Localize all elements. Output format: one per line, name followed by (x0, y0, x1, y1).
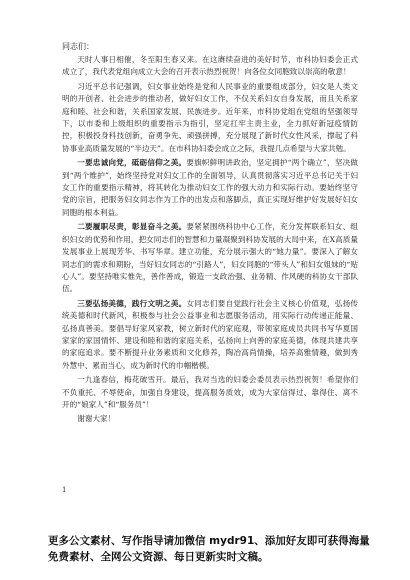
paragraph-text: 习近平总书记强调，妇女事业始终是党和人民事业的重要组成部分，妇女是人类文明的开创者、社会进步的推动者，做好妇女工作，不仅关系妇女自身发展，而且关系家庭和睦、社会和谐，关系国家发展、民族进步。近年来，市科协党组在党组的坚强领导下，以市委和上级组织的重要指示为指引，坚定扛牢主责主业，全力抓好新冠疫情防控，积极投身科技创新，奋勇争先、顽强拼搏，充分展现了新时代女性风采，撑起了科协事业高质量发展的“半边天”。在市科协妇委会成立之际，我提几点希望与大家共勉。 (62, 81, 358, 153)
paragraph-intro (62, 54, 358, 79)
paragraph-text: 要旗帜鲜明讲政治，坚定拥护“两个确立”，坚决做到“两个维护”，始终坚持党对妇女工作的全面领导，认真贯彻落实习近平总书记关于妇女工作的重要指示精神，将其转化为推动妇女工作的强大动力和实际行动。要始终坚守党的宗旨，把服务妇女同志作为工作的出发点和落脚点，真正实现好维护好发展好妇女同胞的根本利益。 (62, 158, 358, 217)
paragraph-background (62, 81, 358, 155)
salutation: 同志们： (62, 42, 94, 51)
document-body (62, 40, 358, 426)
paragraph-text: 要紧紧围绕科协中心工作，充分发挥联系妇女、组织妇女的优势和作用，把女同志们的智慧和力量凝聚到科协发展的大局中来，在X高质量发展事业上展现芳华、书写华章。建立功能，充分展示强大的“她力量”。要深入了解女同志们的需求和期盼，当好妇女同志的“引路人”，妇女同胞的“带头人”和妇女姐妹的“贴心人”。要坚持唯实惟先，善作善成，锻造一支政治强、业务精、作风硬的科协女干部队伍。 (62, 222, 359, 294)
paragraph-point-one (62, 157, 358, 219)
paragraph-text: 一九逢春信，梅花破雪开。最后，我对当选的妇委会委员表示热烈祝贺！希望你们不负重托、不辱使命，加强自身建设，提高服务质效，成为大家信得过、靠得住、离不开的“娘家人”和“服务员”！ (62, 375, 358, 409)
paragraph-text: 女同志们要自觉践行社会主义核心价值观，弘扬传统美德和时代新风，积极参与社会公益事业和志愿服务活动，用实际行动传递正能量、弘扬真善美。要倡导好家风家教，树立新时代的家庭观，带领家庭成员共同书写华夏国家家的家国情怀、建设和睦和谐的家庭关系，弘扬向上向善的家庭美德，体现共建共享的家庭追求。要不断提升业务素质和文化修养，陶冶高尚情操，培养高雅情趣，做到秀外慧中、累而当心，成为新时代的巾帼楷模。 (62, 298, 359, 370)
promo-footer: 更多公文素材、写作指导请加微信 mydr91、添加好友即可获得海量免费素材、全网公文资源、每日更新实时文稿。 (48, 535, 370, 563)
paragraph-heading: 一要忠诚向党，砥砺信仰之美。 (77, 158, 187, 168)
closing-line: 谢谢大家！ (77, 414, 116, 424)
paragraph-conclusion (62, 374, 358, 411)
paragraph-heading: 三要弘扬美德，践行文明之美。 (77, 298, 187, 308)
page-number: 1 (62, 486, 67, 494)
paragraph-point-three (62, 298, 358, 372)
paragraph-point-two (62, 221, 358, 295)
paragraph-text: 天时人事日相催，冬至阳生春又来。在这赓续奋进的美好时节，市科协妇委会正式成立了，我代表党组向成立大会的召开表示热烈祝贺！向各位女同胞致以崇高的敬意！ (62, 55, 358, 77)
paragraph-heading: 二要履职尽责，彰显奋斗之美。 (77, 222, 187, 232)
